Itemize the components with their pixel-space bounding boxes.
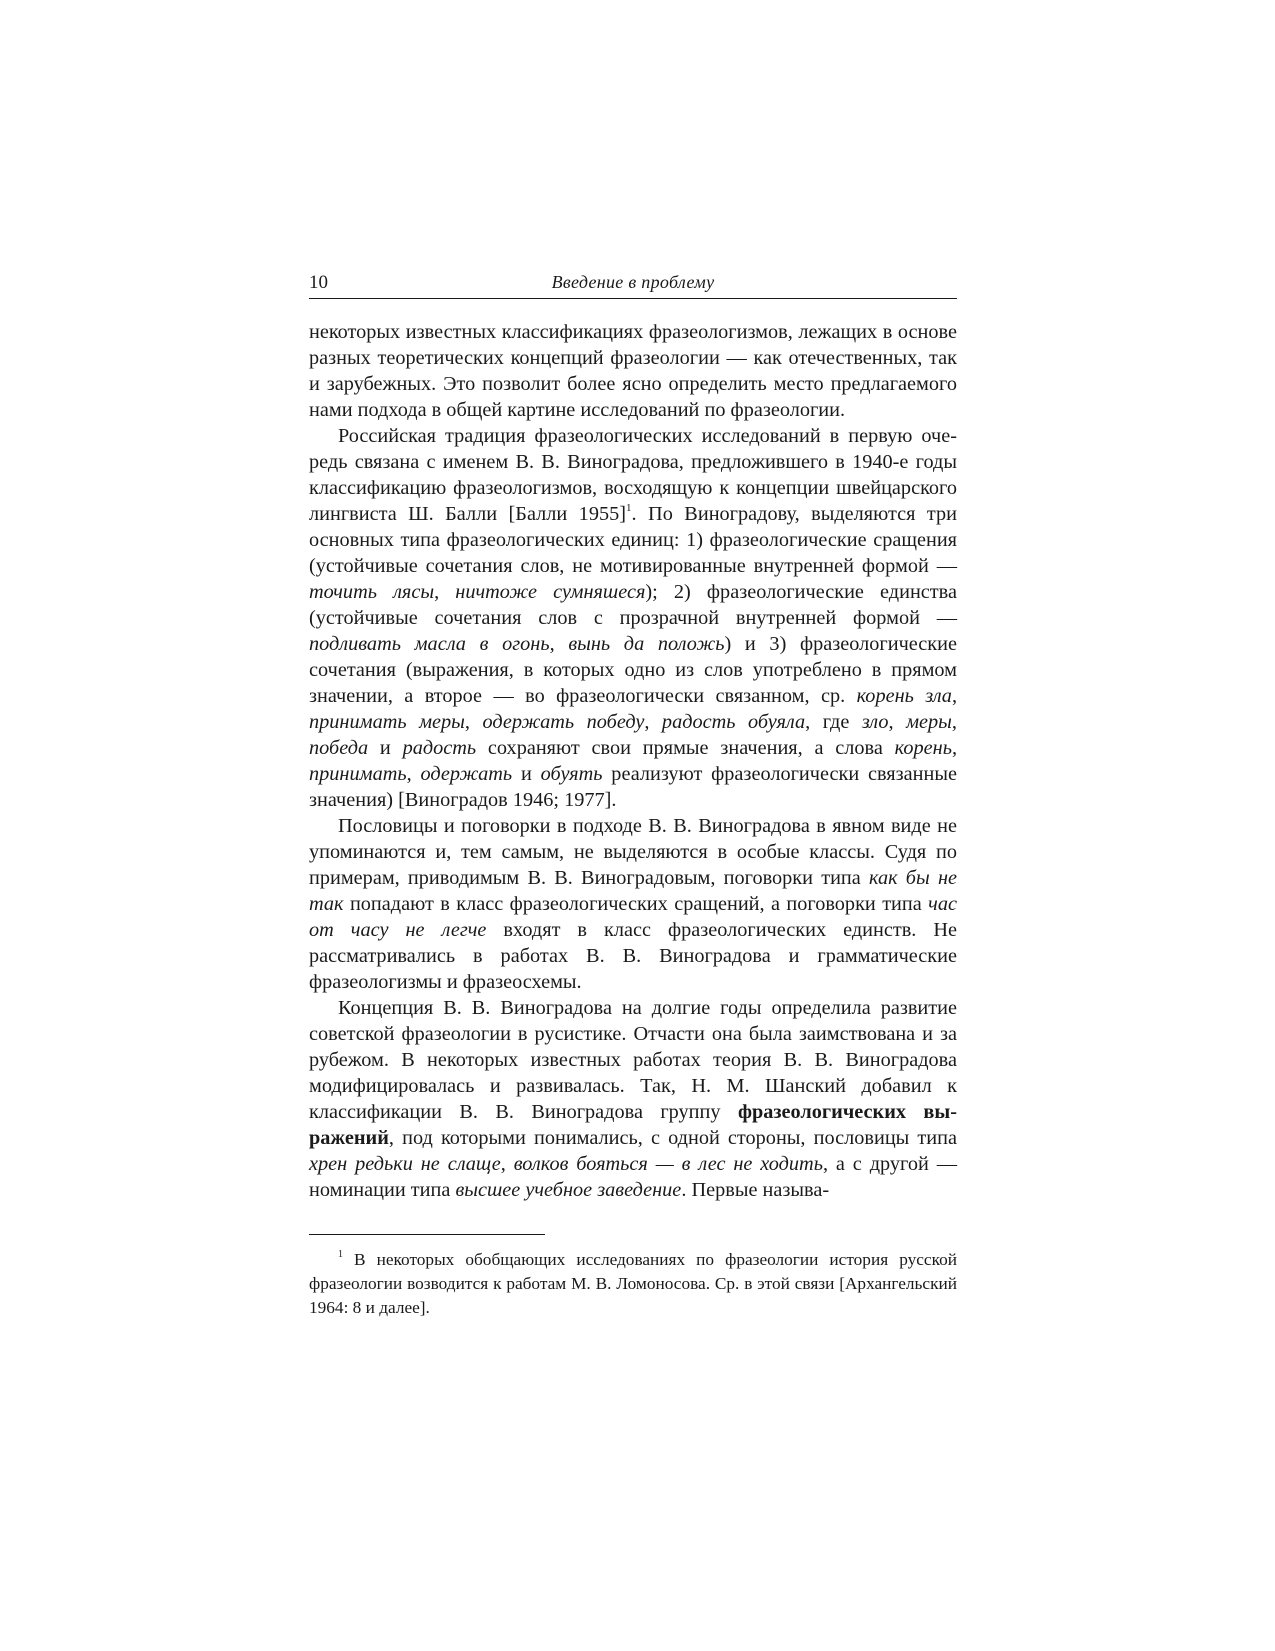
footnote-marker: 1 (338, 1249, 343, 1260)
italic-example: ничтоже сумняшеся (455, 581, 646, 603)
bold-term: фразеологических выражений (309, 1101, 957, 1149)
text-run: реализуют фразеологически связанные значения) [Виноградов 1946; 1977]. (309, 763, 957, 811)
text-run: сохраняют свои прямые значения, а слова (476, 737, 895, 759)
italic-example: радость обуяла (661, 711, 806, 733)
italic-example: хрен редьки не слаще (309, 1153, 501, 1175)
paragraph (309, 813, 957, 995)
text-run: . Первые называ- (681, 1179, 830, 1201)
text-run: , (888, 711, 907, 733)
text-run: , (951, 685, 958, 707)
italic-example: точить лясы (309, 581, 435, 603)
footnote-text: В некоторых обобщающих исследованиях по фразеологии история русской фразеологии возводится к работам М. В. Ломоносова. Ср. в этой связи [Архангельский 1964: 8 и далее]. (309, 1250, 957, 1317)
text-run: и (512, 763, 541, 785)
text-run: Концепция В. В. Виноградова на долгие годы определила развитие советской фразеологии в русистике. Отчасти она была заимствована и за рубежом. В некоторых известных работах теория В. В. Виноградова модифицировалась и развивалась. Так, Н. М. Шанский добавил к классификации В. В. Виноградова группу (309, 997, 957, 1123)
text-run: Российская традиция фразеологических исследований в первую очередь связана с именем В. В. Виноградова, предложившего в 1940-е годы классификацию фразеологизмов, восходящую к концепции швейцарского лингвиста Ш. Балли [Балли 1955] (309, 425, 957, 525)
italic-example: корень (894, 737, 952, 759)
text-run: , (464, 711, 483, 733)
text-run: , (951, 737, 958, 759)
page-number: 10 (309, 272, 328, 293)
italic-example: волков бояться — в лес не ходить (513, 1153, 823, 1175)
italic-example: вынь да положь (568, 633, 725, 655)
text-run: , (951, 711, 957, 733)
italic-example: подливать масла в огонь (309, 633, 550, 655)
footnote-divider (309, 1234, 545, 1235)
text-run: , (549, 633, 569, 655)
italic-example: как бы не так (309, 867, 958, 915)
running-head (309, 268, 957, 299)
running-head-title: Введение в проблему (551, 272, 715, 292)
italic-example: принимать меры (309, 711, 465, 733)
text-run: . По Виноградову, выделяются три основных типа фразеологических единиц: 1) фразеологические сращения (устойчивые сочетания слов, не мотивированные внутренней формой — (309, 503, 958, 577)
text-run: Пословицы и поговорки в подходе В. В. Виноградова в явном виде не упоминаются и, тем самым, не выделяются в особые классы. Судя по примерам, приводимым В. В. Виноградовым, поговорки типа (309, 815, 957, 889)
footnote-reference: 1 (626, 502, 632, 514)
italic-example: обуять (540, 763, 603, 785)
text-run: ) и 3) фразеологические сочетания (выражения, в которых одно из слов употреблено в прямом значении, а второе — во фразеологически связанном, ср. (309, 633, 958, 707)
text-run: ); 2) фразеологические единства (устойчивые сочетания слов с прозрачной внутренней формой — (309, 581, 957, 629)
italic-example: победа (309, 737, 369, 759)
paragraph (309, 319, 957, 423)
text-run: и (368, 737, 403, 759)
footnote (309, 1248, 957, 1320)
italic-example: одержать (420, 763, 513, 785)
italic-example: высшее учебное заведение (455, 1179, 682, 1201)
text-run: , (500, 1153, 514, 1175)
text-run: некоторых известных классификациях фразеологизмов, лежащих в основе разных теоретических концепций фразеологии — как отечественных, так и зарубежных. Это позволит более ясно определить место предлагаемого нами подхода в общей картине исследований по фразеологии. (309, 321, 957, 421)
body-text (309, 319, 957, 1203)
italic-example: зло (861, 711, 889, 733)
text-run: , (644, 711, 662, 733)
italic-example: одержать победу (482, 711, 645, 733)
text-run: , где (805, 711, 862, 733)
italic-example: меры (906, 711, 952, 733)
italic-example: радость (402, 737, 477, 759)
text-run: входят в класс фразеологических единств. Не рассматривались в работах В. В. Виноградова и грамматические фразеологизмы и фразеосхемы. (309, 919, 957, 993)
italic-example: корень зла (856, 685, 952, 707)
italic-example: принимать (309, 763, 407, 785)
text-run: , (434, 581, 456, 603)
paragraph (309, 423, 957, 813)
italic-example: час от часу не легче (309, 893, 957, 941)
book-page (309, 268, 957, 1337)
text-run: , под которыми понимались, с одной стороны, пословицы типа (388, 1127, 957, 1149)
text-run: попадают в класс фразеологических сращений, а поговорки типа (343, 893, 929, 915)
text-run: , а с другой — номинации типа (309, 1153, 958, 1201)
text-run: , (406, 763, 421, 785)
paragraph (309, 995, 957, 1203)
